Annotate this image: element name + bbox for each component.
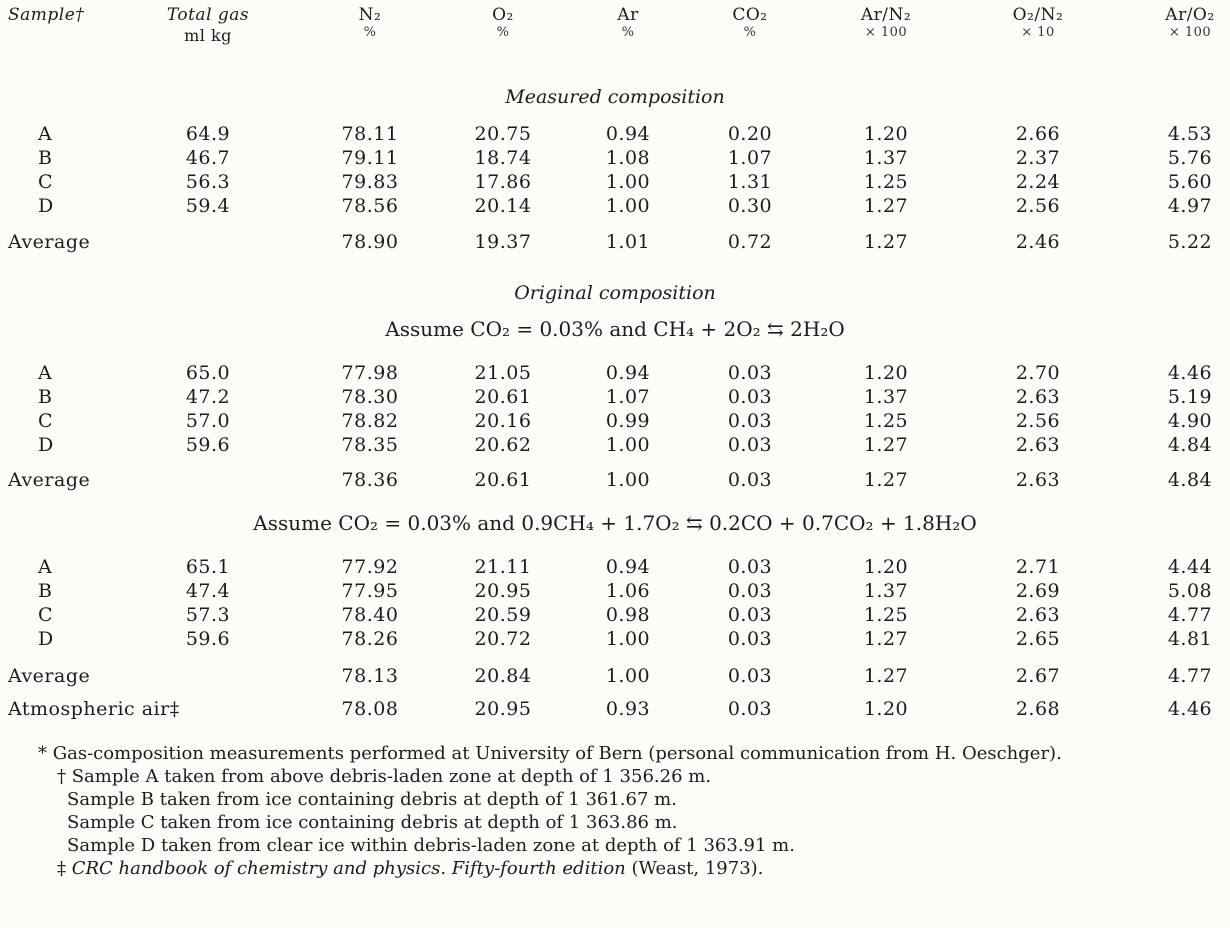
average-row bbox=[0, 663, 1230, 689]
cell-co2: 0.72 bbox=[727, 231, 773, 253]
cell-ar: 0.94 bbox=[605, 362, 651, 384]
cell-n2: 78.30 bbox=[341, 386, 399, 408]
cell-ar: 1.07 bbox=[605, 386, 651, 408]
header-o2-n2-unit: × 10 bbox=[1021, 25, 1055, 40]
cell-ar-n2: 1.25 bbox=[863, 604, 909, 626]
cell-sample: A bbox=[38, 362, 53, 384]
cell-ar-n2: 1.27 bbox=[863, 195, 909, 217]
cell-sample: Average bbox=[8, 231, 91, 253]
cell-o2-n2: 2.71 bbox=[1015, 556, 1061, 578]
cell-co2: 0.03 bbox=[727, 604, 773, 626]
footnote-dagger-d: Sample D taken from clear ice within debris-laden zone at depth of 1 363.91 m. bbox=[67, 835, 795, 856]
cell-sample: C bbox=[38, 410, 54, 432]
cell-sample: Atmospheric air‡ bbox=[8, 698, 180, 720]
cell-o2: 20.95 bbox=[474, 698, 532, 720]
cell-ar-n2: 1.25 bbox=[863, 171, 909, 193]
average-row bbox=[0, 229, 1230, 255]
cell-ar: 1.08 bbox=[605, 147, 651, 169]
cell-n2: 78.56 bbox=[341, 195, 399, 217]
table-row bbox=[0, 626, 1230, 652]
cell-n2: 79.11 bbox=[341, 147, 399, 169]
table-row bbox=[0, 384, 1230, 410]
average-row bbox=[0, 467, 1230, 493]
cell-ar-n2: 1.20 bbox=[863, 123, 909, 145]
cell-o2: 21.11 bbox=[474, 556, 532, 578]
cell-total-gas: 59.6 bbox=[185, 434, 231, 456]
cell-co2: 0.03 bbox=[727, 410, 773, 432]
cell-sample: D bbox=[38, 628, 54, 650]
footnote-dagger-b: Sample B taken from ice containing debris at depth of 1 361.67 m. bbox=[67, 789, 677, 810]
cell-ar-o2: 5.08 bbox=[1167, 580, 1213, 602]
cell-ar-o2: 4.90 bbox=[1167, 410, 1213, 432]
cell-o2: 21.05 bbox=[474, 362, 532, 384]
cell-sample: C bbox=[38, 604, 54, 626]
header-n2 bbox=[359, 4, 382, 40]
cell-o2-n2: 2.68 bbox=[1015, 698, 1061, 720]
cell-co2: 0.20 bbox=[727, 123, 773, 145]
cell-co2: 1.07 bbox=[727, 147, 773, 169]
cell-o2-n2: 2.56 bbox=[1015, 410, 1061, 432]
header-o2 bbox=[492, 4, 514, 40]
cell-o2-n2: 2.66 bbox=[1015, 123, 1061, 145]
cell-ar-o2: 4.81 bbox=[1167, 628, 1213, 650]
cell-ar: 1.00 bbox=[605, 171, 651, 193]
cell-o2: 18.74 bbox=[474, 147, 532, 169]
cell-ar: 0.99 bbox=[605, 410, 651, 432]
header-co2 bbox=[732, 4, 767, 40]
header-ar-label: Ar bbox=[617, 5, 639, 25]
cell-o2-n2: 2.70 bbox=[1015, 362, 1061, 384]
cell-n2: 78.35 bbox=[341, 434, 399, 456]
cell-n2: 78.40 bbox=[341, 604, 399, 626]
header-ar-unit: % bbox=[621, 25, 635, 40]
cell-n2: 77.98 bbox=[341, 362, 399, 384]
table-header bbox=[0, 4, 1230, 54]
cell-ar-n2: 1.37 bbox=[863, 580, 909, 602]
cell-ar: 1.06 bbox=[605, 580, 651, 602]
cell-n2: 78.82 bbox=[341, 410, 399, 432]
table-row bbox=[0, 193, 1230, 219]
header-ar-n2-unit: × 100 bbox=[864, 25, 908, 40]
cell-n2: 78.11 bbox=[341, 123, 399, 145]
atmospheric-air-row bbox=[0, 696, 1230, 722]
table-row bbox=[0, 169, 1230, 195]
cell-ar: 1.01 bbox=[605, 231, 651, 253]
cell-co2: 0.03 bbox=[727, 580, 773, 602]
cell-co2: 0.03 bbox=[727, 628, 773, 650]
cell-ar-o2: 4.46 bbox=[1167, 362, 1213, 384]
cell-total-gas: 59.4 bbox=[185, 195, 231, 217]
cell-ar-n2: 1.20 bbox=[863, 698, 909, 720]
cell-total-gas: 47.2 bbox=[185, 386, 231, 408]
cell-ar: 1.00 bbox=[605, 434, 651, 456]
cell-n2: 78.13 bbox=[341, 665, 399, 687]
footnote-double-dagger-ref: (Weast, 1973). bbox=[631, 858, 764, 879]
cell-o2-n2: 2.67 bbox=[1015, 665, 1061, 687]
header-o2-unit: % bbox=[496, 25, 510, 40]
cell-co2: 0.03 bbox=[727, 556, 773, 578]
cell-o2: 20.95 bbox=[474, 580, 532, 602]
cell-o2-n2: 2.46 bbox=[1015, 231, 1061, 253]
cell-ar-n2: 1.20 bbox=[863, 362, 909, 384]
header-total-gas bbox=[167, 4, 249, 46]
cell-ar-n2: 1.37 bbox=[863, 386, 909, 408]
table-row bbox=[0, 432, 1230, 458]
cell-ar-o2: 4.53 bbox=[1167, 123, 1213, 145]
cell-sample: B bbox=[38, 386, 53, 408]
table-row bbox=[0, 602, 1230, 628]
cell-o2: 20.59 bbox=[474, 604, 532, 626]
header-o2-n2-label: O₂/N₂ bbox=[1012, 5, 1064, 25]
cell-ar: 0.98 bbox=[605, 604, 651, 626]
header-ar-o2 bbox=[1165, 4, 1214, 40]
cell-sample: B bbox=[38, 147, 53, 169]
cell-sample: D bbox=[38, 195, 54, 217]
cell-ar: 1.00 bbox=[605, 195, 651, 217]
cell-ar: 0.94 bbox=[605, 556, 651, 578]
cell-total-gas: 59.6 bbox=[185, 628, 231, 650]
cell-sample: B bbox=[38, 580, 53, 602]
header-o2-label: O₂ bbox=[492, 5, 514, 25]
assumption-1: Assume CO₂ = 0.03% and CH₄ + 2O₂ ⇆ 2H₂O bbox=[385, 317, 845, 341]
cell-total-gas: 65.0 bbox=[185, 362, 231, 384]
cell-ar-n2: 1.27 bbox=[863, 665, 909, 687]
table-row bbox=[0, 360, 1230, 386]
cell-o2-n2: 2.24 bbox=[1015, 171, 1061, 193]
cell-n2: 78.36 bbox=[341, 469, 399, 491]
cell-ar: 1.00 bbox=[605, 469, 651, 491]
cell-o2: 17.86 bbox=[474, 171, 532, 193]
table-row bbox=[0, 554, 1230, 580]
cell-o2: 20.84 bbox=[474, 665, 532, 687]
cell-o2-n2: 2.37 bbox=[1015, 147, 1061, 169]
cell-o2-n2: 2.69 bbox=[1015, 580, 1061, 602]
footnote-dagger-c: Sample C taken from ice containing debris at depth of 1 363.86 m. bbox=[67, 812, 678, 833]
cell-sample: A bbox=[38, 556, 53, 578]
cell-ar-o2: 4.44 bbox=[1167, 556, 1213, 578]
cell-ar: 0.94 bbox=[605, 123, 651, 145]
cell-ar-o2: 4.84 bbox=[1167, 469, 1213, 491]
header-co2-label: CO₂ bbox=[732, 5, 768, 25]
cell-ar-n2: 1.27 bbox=[863, 231, 909, 253]
cell-co2: 1.31 bbox=[727, 171, 773, 193]
cell-o2: 19.37 bbox=[474, 231, 532, 253]
cell-ar-o2: 5.76 bbox=[1167, 147, 1213, 169]
cell-o2-n2: 2.63 bbox=[1015, 434, 1061, 456]
cell-total-gas: 47.4 bbox=[185, 580, 231, 602]
header-sample: Sample† bbox=[8, 5, 85, 25]
cell-ar-n2: 1.27 bbox=[863, 434, 909, 456]
cell-ar: 1.00 bbox=[605, 628, 651, 650]
footnote-star: * Gas-composition measurements performed at University of Bern (personal communication from H. Oeschger). bbox=[38, 743, 1062, 764]
cell-total-gas: 57.0 bbox=[185, 410, 231, 432]
cell-total-gas: 56.3 bbox=[185, 171, 231, 193]
cell-ar-o2: 4.46 bbox=[1167, 698, 1213, 720]
footnotes bbox=[12, 742, 1222, 880]
cell-o2-n2: 2.63 bbox=[1015, 386, 1061, 408]
cell-ar-n2: 1.27 bbox=[863, 628, 909, 650]
cell-n2: 78.26 bbox=[341, 628, 399, 650]
cell-co2: 0.03 bbox=[727, 434, 773, 456]
cell-o2: 20.75 bbox=[474, 123, 532, 145]
cell-ar-o2: 5.19 bbox=[1167, 386, 1213, 408]
cell-o2-n2: 2.63 bbox=[1015, 469, 1061, 491]
table-row bbox=[0, 121, 1230, 147]
cell-ar-o2: 4.97 bbox=[1167, 195, 1213, 217]
table-row bbox=[0, 578, 1230, 604]
cell-o2: 20.16 bbox=[474, 410, 532, 432]
cell-n2: 79.83 bbox=[341, 171, 399, 193]
header-ar-n2-label: Ar/N₂ bbox=[860, 5, 912, 25]
cell-ar-o2: 5.60 bbox=[1167, 171, 1213, 193]
cell-ar-o2: 4.77 bbox=[1167, 604, 1213, 626]
cell-total-gas: 65.1 bbox=[185, 556, 231, 578]
cell-sample: D bbox=[38, 434, 54, 456]
cell-o2: 20.61 bbox=[474, 469, 532, 491]
cell-ar-o2: 4.77 bbox=[1167, 665, 1213, 687]
table-row bbox=[0, 408, 1230, 434]
footnote-double-dagger-mark: ‡ bbox=[57, 858, 66, 879]
header-o2-n2 bbox=[1013, 4, 1064, 40]
section-original-title: Original composition bbox=[514, 282, 716, 304]
cell-ar-n2: 1.25 bbox=[863, 410, 909, 432]
cell-n2: 77.95 bbox=[341, 580, 399, 602]
header-total-gas-unit: ml kg bbox=[184, 26, 232, 45]
cell-co2: 0.03 bbox=[727, 665, 773, 687]
cell-co2: 0.03 bbox=[727, 698, 773, 720]
cell-o2: 20.14 bbox=[474, 195, 532, 217]
cell-n2: 78.90 bbox=[341, 231, 399, 253]
cell-total-gas: 64.9 bbox=[185, 123, 231, 145]
cell-co2: 0.03 bbox=[727, 469, 773, 491]
footnote-double-dagger-title: CRC handbook of chemistry and physics. Fifty-fourth edition bbox=[71, 858, 626, 879]
cell-total-gas: 57.3 bbox=[185, 604, 231, 626]
cell-ar: 1.00 bbox=[605, 665, 651, 687]
cell-ar-o2: 5.22 bbox=[1167, 231, 1213, 253]
footnote-dagger-a: † Sample A taken from above debris-laden zone at depth of 1 356.26 m. bbox=[57, 766, 712, 787]
cell-o2-n2: 2.63 bbox=[1015, 604, 1061, 626]
cell-n2: 77.92 bbox=[341, 556, 399, 578]
header-co2-unit: % bbox=[743, 25, 757, 40]
cell-o2-n2: 2.65 bbox=[1015, 628, 1061, 650]
cell-ar-n2: 1.27 bbox=[863, 469, 909, 491]
cell-n2: 78.08 bbox=[341, 698, 399, 720]
header-ar-o2-label: Ar/O₂ bbox=[1165, 5, 1215, 25]
header-ar-o2-unit: × 100 bbox=[1168, 25, 1212, 40]
cell-sample: Average bbox=[8, 469, 91, 491]
cell-co2: 0.03 bbox=[727, 362, 773, 384]
section-measured-title: Measured composition bbox=[505, 86, 725, 108]
cell-ar-o2: 4.84 bbox=[1167, 434, 1213, 456]
footnote-double-dagger bbox=[12, 857, 1222, 880]
cell-o2: 20.72 bbox=[474, 628, 532, 650]
header-n2-unit: % bbox=[363, 25, 377, 40]
header-n2-label: N₂ bbox=[358, 5, 382, 25]
cell-ar-n2: 1.37 bbox=[863, 147, 909, 169]
cell-ar: 0.93 bbox=[605, 698, 651, 720]
cell-sample: A bbox=[38, 123, 53, 145]
table-row bbox=[0, 145, 1230, 171]
header-total-gas-label: Total gas bbox=[166, 5, 250, 25]
assumption-2: Assume CO₂ = 0.03% and 0.9CH₄ + 1.7O₂ ⇆ 0.2CO + 0.7CO₂ + 1.8H₂O bbox=[253, 511, 977, 535]
cell-sample: Average bbox=[8, 665, 91, 687]
cell-o2-n2: 2.56 bbox=[1015, 195, 1061, 217]
cell-total-gas: 46.7 bbox=[185, 147, 231, 169]
cell-o2: 20.61 bbox=[474, 386, 532, 408]
cell-ar-n2: 1.20 bbox=[863, 556, 909, 578]
header-ar-n2 bbox=[861, 4, 911, 40]
cell-o2: 20.62 bbox=[474, 434, 532, 456]
header-ar bbox=[617, 4, 638, 40]
cell-co2: 0.30 bbox=[727, 195, 773, 217]
cell-co2: 0.03 bbox=[727, 386, 773, 408]
cell-sample: C bbox=[38, 171, 54, 193]
